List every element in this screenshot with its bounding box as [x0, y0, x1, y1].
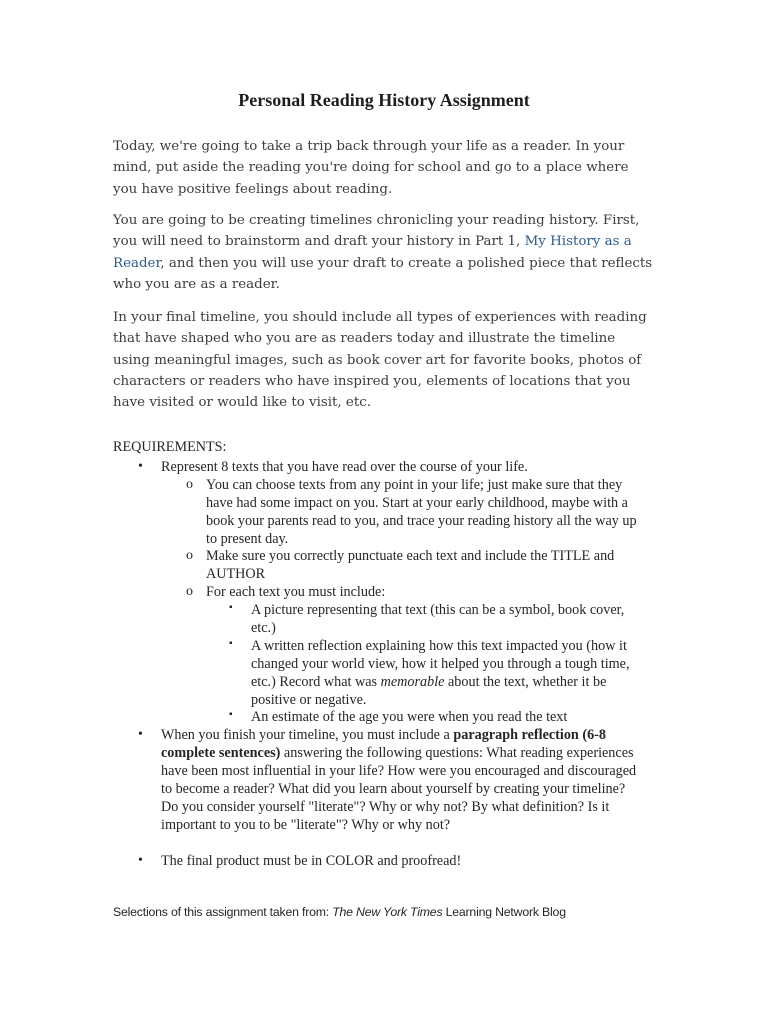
subsubitem-2-text-after: about the text, whether it be positive or negative.	[251, 673, 607, 708]
requirement-subsubitem-2	[251, 638, 651, 710]
subsub-bullet-marker: ▪	[229, 638, 233, 649]
intro-paragraph-2-text-after: , and then you will use your draft to create a polished piece that reflects who you are as a reader.	[113, 255, 653, 292]
requirement-subitem-2: Make sure you correctly punctuate each text and include the TITLE and AUTHOR	[206, 548, 615, 582]
my-history-link[interactable]: My History as a Reader	[113, 234, 632, 271]
intro-paragraph-1: Today, we're going to take a trip back through your life as a reader. In your mind, put aside the reading you're doing for school and go to a place where you have positive feelings about reading.	[113, 139, 629, 197]
bullet-marker: •	[138, 853, 143, 868]
requirement-item-2	[161, 727, 641, 834]
subsubitem-2-text-before: A written reflection explaining how this text impacted you (how it changed your world view, how it helped you through a tough time, etc.) Record what was	[251, 638, 630, 690]
item-2-text-before: When you finish your timeline, you must include a	[161, 727, 454, 743]
requirement-subitem-3: For each text you must include:	[206, 584, 386, 600]
bullet-marker: •	[138, 459, 143, 474]
bullet-marker: •	[138, 727, 143, 742]
requirement-item-1: Represent 8 texts that you have read over the course of your life.	[161, 459, 528, 475]
requirement-subitem-1: You can choose texts from any point in your life; just make sure that they have had some impact on you. Start at your early childhood, maybe with a book your parents read to you, and trace your reading history all the way up to present day.	[206, 477, 637, 547]
requirement-subsubitem-3: An estimate of the age you were when you read the text	[251, 709, 568, 725]
page-title: Personal Reading History Assignment	[238, 90, 530, 110]
sub-bullet-marker: o	[186, 584, 193, 599]
requirements-heading: REQUIREMENTS:	[113, 439, 227, 455]
subsub-bullet-marker: ▪	[229, 709, 233, 720]
source-publication: The New York Times	[332, 905, 443, 919]
memorable-emphasis: memorable	[380, 673, 445, 690]
requirement-subsubitem-1: A picture representing that text (this can be a symbol, book cover, etc.)	[251, 602, 625, 636]
sub-bullet-marker: o	[186, 477, 193, 492]
subsub-bullet-marker: ▪	[229, 602, 233, 613]
source-attribution	[113, 905, 566, 919]
intro-paragraph-2-text-before: You are going to be creating timelines chronicling your reading history. First, you will need to brainstorm and draft your history in Part 1,	[113, 213, 640, 250]
requirement-item-3: The final product must be in COLOR and proofread!	[161, 853, 462, 869]
item-2-text-after: answering the following questions: What reading experiences have been most influential in your life? How were you encouraged and discouraged to become a reader? What did you learn about yourself by creating your timeline? Do you consider yourself "literate"? Why or why not? By what definition? Is it important to you to be "literate"? Why or why not?	[161, 744, 637, 833]
intro-paragraph-3: In your final timeline, you should include all types of experiences with reading that have shaped who you are as readers today and illustrate the timeline using meaningful images, such as book cover art for favorite books, photos of characters or readers who have inspired you, elements of locations that you have visited or would like to visit, etc.	[113, 310, 647, 411]
footer-text-before: Selections of this assignment taken from:	[113, 905, 333, 919]
intro-paragraph-2	[113, 210, 653, 295]
footer-text-after: Learning Network Blog	[442, 905, 566, 919]
sub-bullet-marker: o	[186, 548, 193, 563]
paragraph-reflection-strong: paragraph reflection (6-8 complete sentences)	[161, 727, 606, 761]
